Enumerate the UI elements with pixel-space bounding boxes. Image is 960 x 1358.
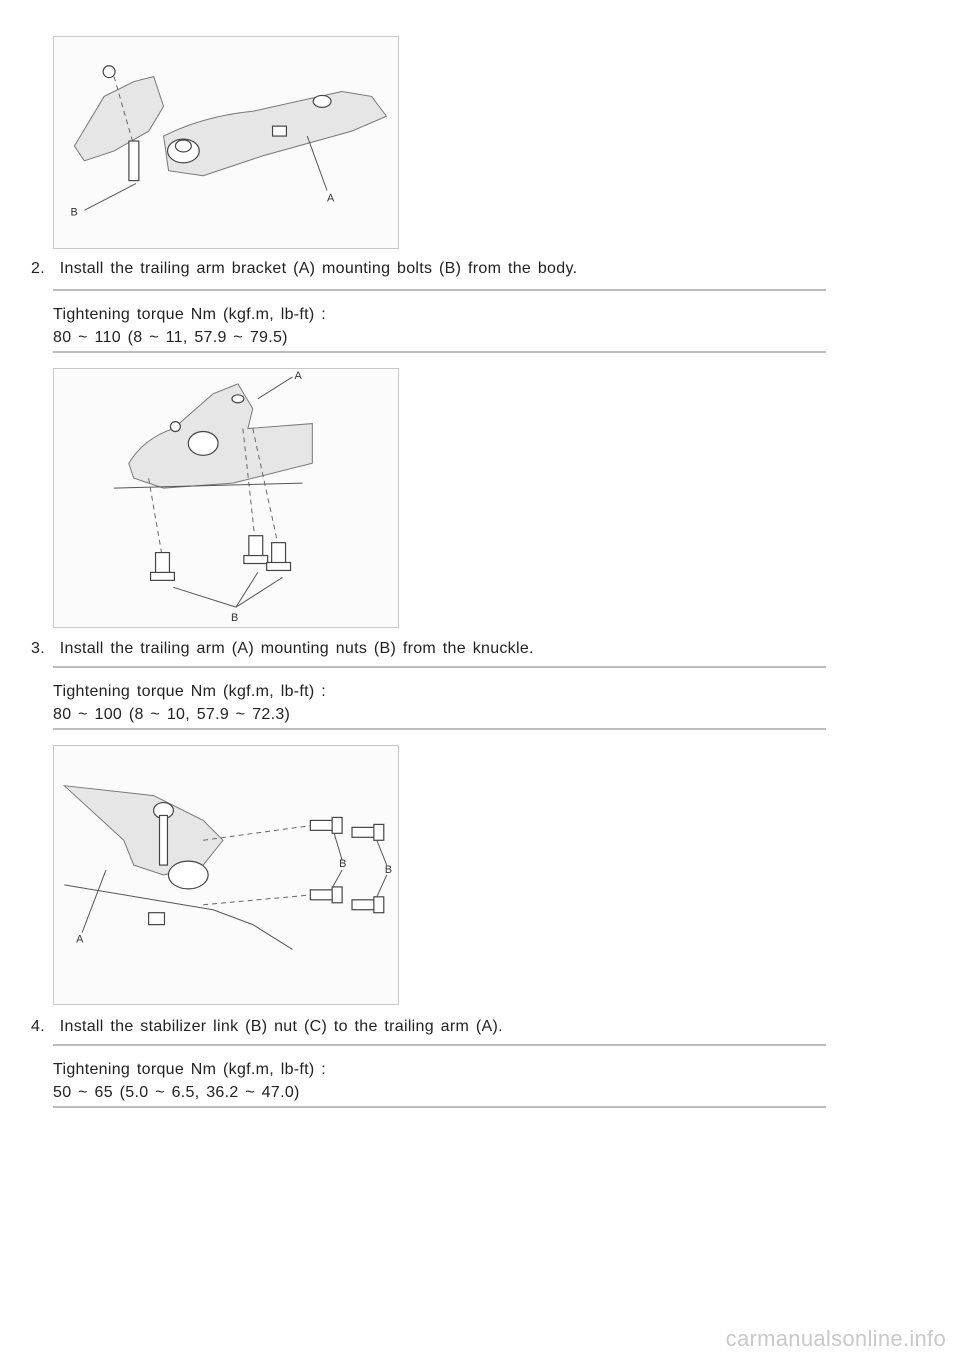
figure-label: B <box>384 864 393 877</box>
spec-value: 80 ~ 110 (8 ~ 11, 57.9 ~ 79.5) <box>53 329 288 346</box>
torque-spec-box <box>53 666 826 730</box>
bolt-icon <box>267 543 291 571</box>
spec-value: 80 ~ 100 (8 ~ 10, 57.9 ~ 72.3) <box>53 706 291 723</box>
step-item <box>31 640 534 658</box>
bolt-icon <box>352 824 384 840</box>
step-text: Install the trailing arm (A) mounting nuts (B) from the knuckle. <box>59 640 534 657</box>
step-text: Install the stabilizer link (B) nut (C) to the trailing arm (A). <box>59 1018 503 1035</box>
torque-spec-box <box>53 1044 826 1108</box>
step-item <box>31 1018 503 1036</box>
figure-label: A <box>76 933 84 946</box>
step-number: 4. <box>31 1018 45 1035</box>
illustration-bracket-bolts <box>54 369 398 627</box>
step-text: Install the trailing arm bracket (A) mounting bolts (B) from the body. <box>59 260 578 277</box>
figure-knuckle-mounting-nuts <box>53 745 399 1005</box>
figure-label: B <box>339 858 347 871</box>
illustration-trailing-arm <box>54 37 398 248</box>
bolt-icon <box>151 553 175 581</box>
bolt-icon <box>310 817 342 833</box>
step-number: 2. <box>31 260 45 277</box>
spec-label: Tightening torque Nm (kgf.m, lb-ft) : <box>53 1061 327 1078</box>
figure-label: B <box>230 612 239 625</box>
step-item <box>31 260 577 278</box>
figure-label: B <box>70 206 78 219</box>
figure-label: A <box>294 369 302 382</box>
torque-spec-box <box>53 289 826 353</box>
spec-value: 50 ~ 65 (5.0 ~ 6.5, 36.2 ~ 47.0) <box>53 1084 300 1101</box>
figure-label: A <box>327 192 335 205</box>
figure-bracket-mounting-bolts <box>53 368 399 628</box>
step-number: 3. <box>31 640 45 657</box>
illustration-knuckle-nuts <box>54 746 398 1004</box>
bolt-icon <box>310 887 342 903</box>
spec-label: Tightening torque Nm (kgf.m, lb-ft) : <box>53 306 327 323</box>
figure-trailing-arm-bracket-removed <box>53 36 399 249</box>
watermark: carmanualsonline.info <box>725 1326 946 1351</box>
bolt-icon <box>244 536 268 564</box>
spec-label: Tightening torque Nm (kgf.m, lb-ft) : <box>53 683 327 700</box>
bolt-icon <box>352 897 384 913</box>
